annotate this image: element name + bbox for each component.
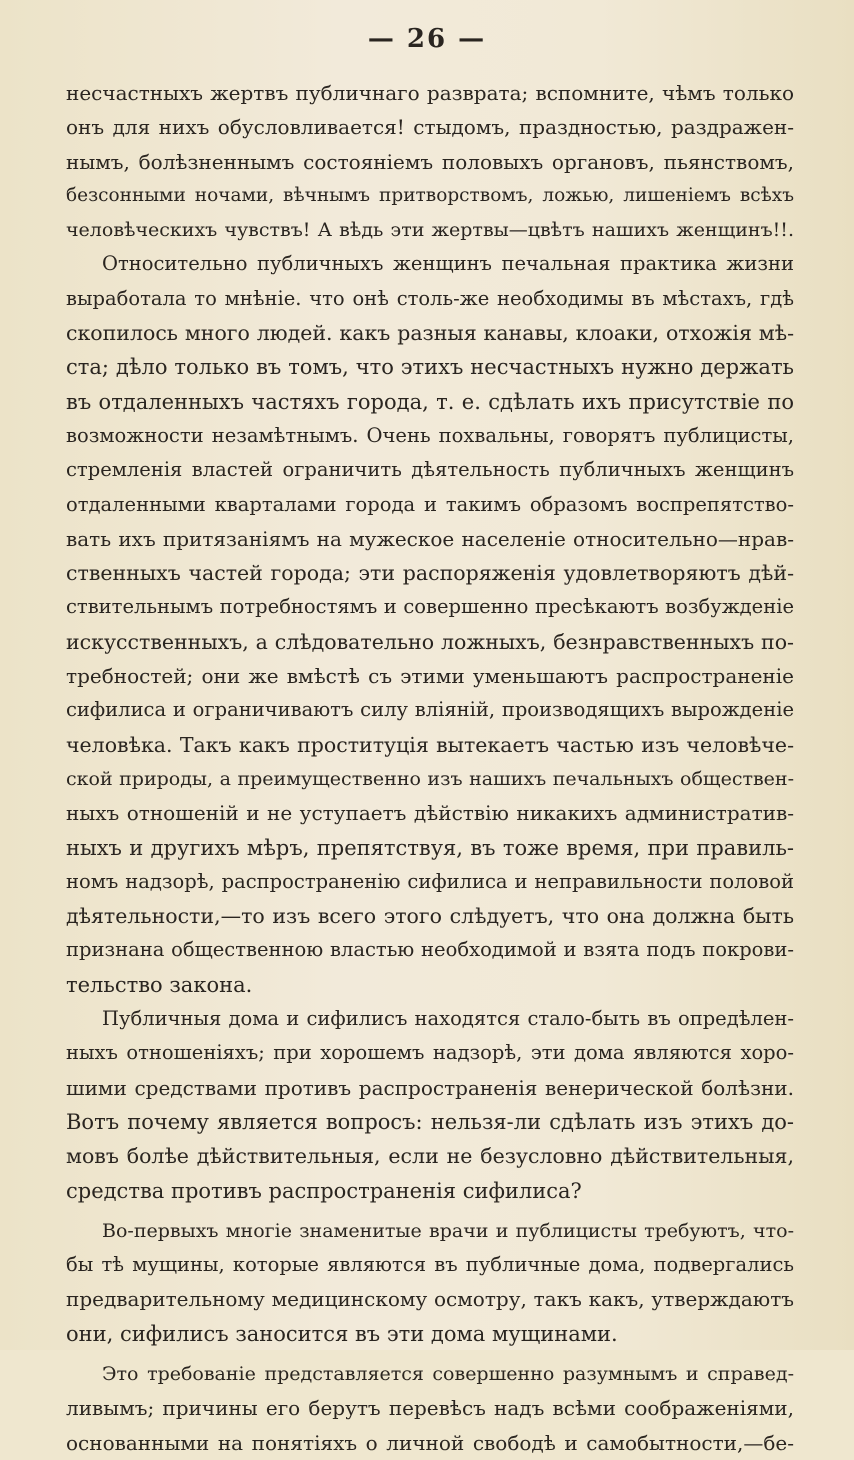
text-line: безсонными ночами, вѣчнымъ притворствомъ, ложью, лишеніемъ всѣхъ <box>66 184 794 206</box>
text-line: Публичныя дома и сифилисъ находятся стало-быть въ опредѣлен- <box>102 1007 794 1031</box>
text-line: скопилось много людей. какъ разныя канавы, клоаки, отхожія мѣ- <box>66 321 794 346</box>
text-line: человѣка. Такъ какъ проституція вытекаетъ частью изъ человѣче- <box>66 732 794 757</box>
text-line: ливымъ; причины его берутъ перевѣсъ надъ всѣми соображеніями, <box>66 1396 794 1421</box>
page-number: — 26 — <box>367 24 487 54</box>
text-line: Это требованіе представляется совершенно разумнымъ и справед- <box>102 1362 794 1385</box>
text-line: ственныхъ частей города; эти распоряженія удовлетворяютъ дѣй- <box>66 561 794 586</box>
text-line: онъ для нихъ обусловливается! стыдомъ, праздностью, раздражен- <box>66 115 794 140</box>
text-line: въ отдаленныхъ частяхъ города, т. е. сдѣлать ихъ присутствіе по <box>66 389 794 414</box>
text-line: номъ надзорѣ, распространенію сифилиса и неправильности половой <box>66 869 794 893</box>
text-line: основанными на понятіяхъ о личной свободѣ и самобытности,—бе- <box>66 1430 794 1455</box>
text-line: отдаленными кварталами города и такимъ образомъ воспрепятство- <box>66 492 794 516</box>
text-line: средства противъ распространенія сифилиса? <box>66 1178 582 1203</box>
text-line: вать ихъ притязаніямъ на мужеское населеніе относительно—нрав- <box>66 526 794 551</box>
text-line: тельство закона. <box>66 972 253 997</box>
text-line: Во-первыхъ многіе знаменитые врачи и публицисты требуютъ, что- <box>102 1219 794 1242</box>
text-line: ста; дѣло только въ томъ, что этихъ несчастныхъ нужно держать <box>66 355 794 380</box>
text-line: дѣятельности,—то изъ всего этого слѣдуетъ, что она должна быть <box>66 904 794 929</box>
text-line: ской природы, а преимущественно изъ нашихъ печальныхъ обществен- <box>66 767 794 790</box>
text-line: ныхъ отношеній и не уступаетъ дѣйствію никакихъ административ- <box>66 801 794 826</box>
text-line: шими средствами противъ распространенія венерической болѣзни. <box>66 1075 794 1100</box>
text-line: стремленія властей ограничить дѣятельность публичныхъ женщинъ <box>66 458 794 482</box>
text-line: несчастныхъ жертвъ публичнаго разврата; вспомните, чѣмъ только <box>66 81 794 105</box>
text-line: бы тѣ мущины, которые являются въ публичные дома, подвергались <box>66 1253 794 1277</box>
text-line: ствительнымъ потребностямъ и совершенно пресѣкаютъ возбужденіе <box>66 595 794 619</box>
text-line: предварительному медицинскому осмотру, такъ какъ, утверждаютъ <box>66 1287 794 1312</box>
text-line: требностей; они же вмѣстѣ съ этими уменьшаютъ распространеніе <box>66 664 794 689</box>
text-line: они, сифилисъ заносится въ эти дома мущинами. <box>66 1321 618 1346</box>
text-line: Относительно публичныхъ женщинъ печальная практика жизни <box>102 252 794 276</box>
text-line: признана общественною властью необходимой и взята подъ покрови- <box>66 938 794 962</box>
text-line: человѣческихъ чувствъ! А вѣдь эти жертвы—цвѣтъ нашихъ женщинъ!!. <box>66 219 794 242</box>
text-line: ныхъ и другихъ мѣръ, препятствуя, въ тоже время, при правиль- <box>66 835 794 860</box>
text-line: нымъ, болѣзненнымъ состояніемъ половыхъ органовъ, пьянствомъ, <box>66 149 794 174</box>
text-line: выработала то мнѣніе. что онѣ столь-же необходимы въ мѣстахъ, гдѣ <box>66 286 794 310</box>
text-line: мовъ болѣе дѣйствительныя, если не безусловно дѣйствительныя, <box>66 1144 794 1169</box>
text-line: возможности незамѣтнымъ. Очень похвальны, говорятъ публицисты, <box>66 423 794 447</box>
text-line: Вотъ почему является вопросъ: нельзя-ли сдѣлать изъ этихъ до- <box>66 1109 794 1134</box>
text-line: сифилиса и ограничиваютъ силу вліяній, производящихъ вырожденіе <box>66 698 794 722</box>
body-text <box>66 76 794 1460</box>
text-line: ныхъ отношеніяхъ; при хорошемъ надзорѣ, эти дома являются хоро- <box>66 1041 794 1065</box>
text-line: искусственныхъ, а слѣдовательно ложныхъ, безнравственныхъ по- <box>66 629 794 654</box>
